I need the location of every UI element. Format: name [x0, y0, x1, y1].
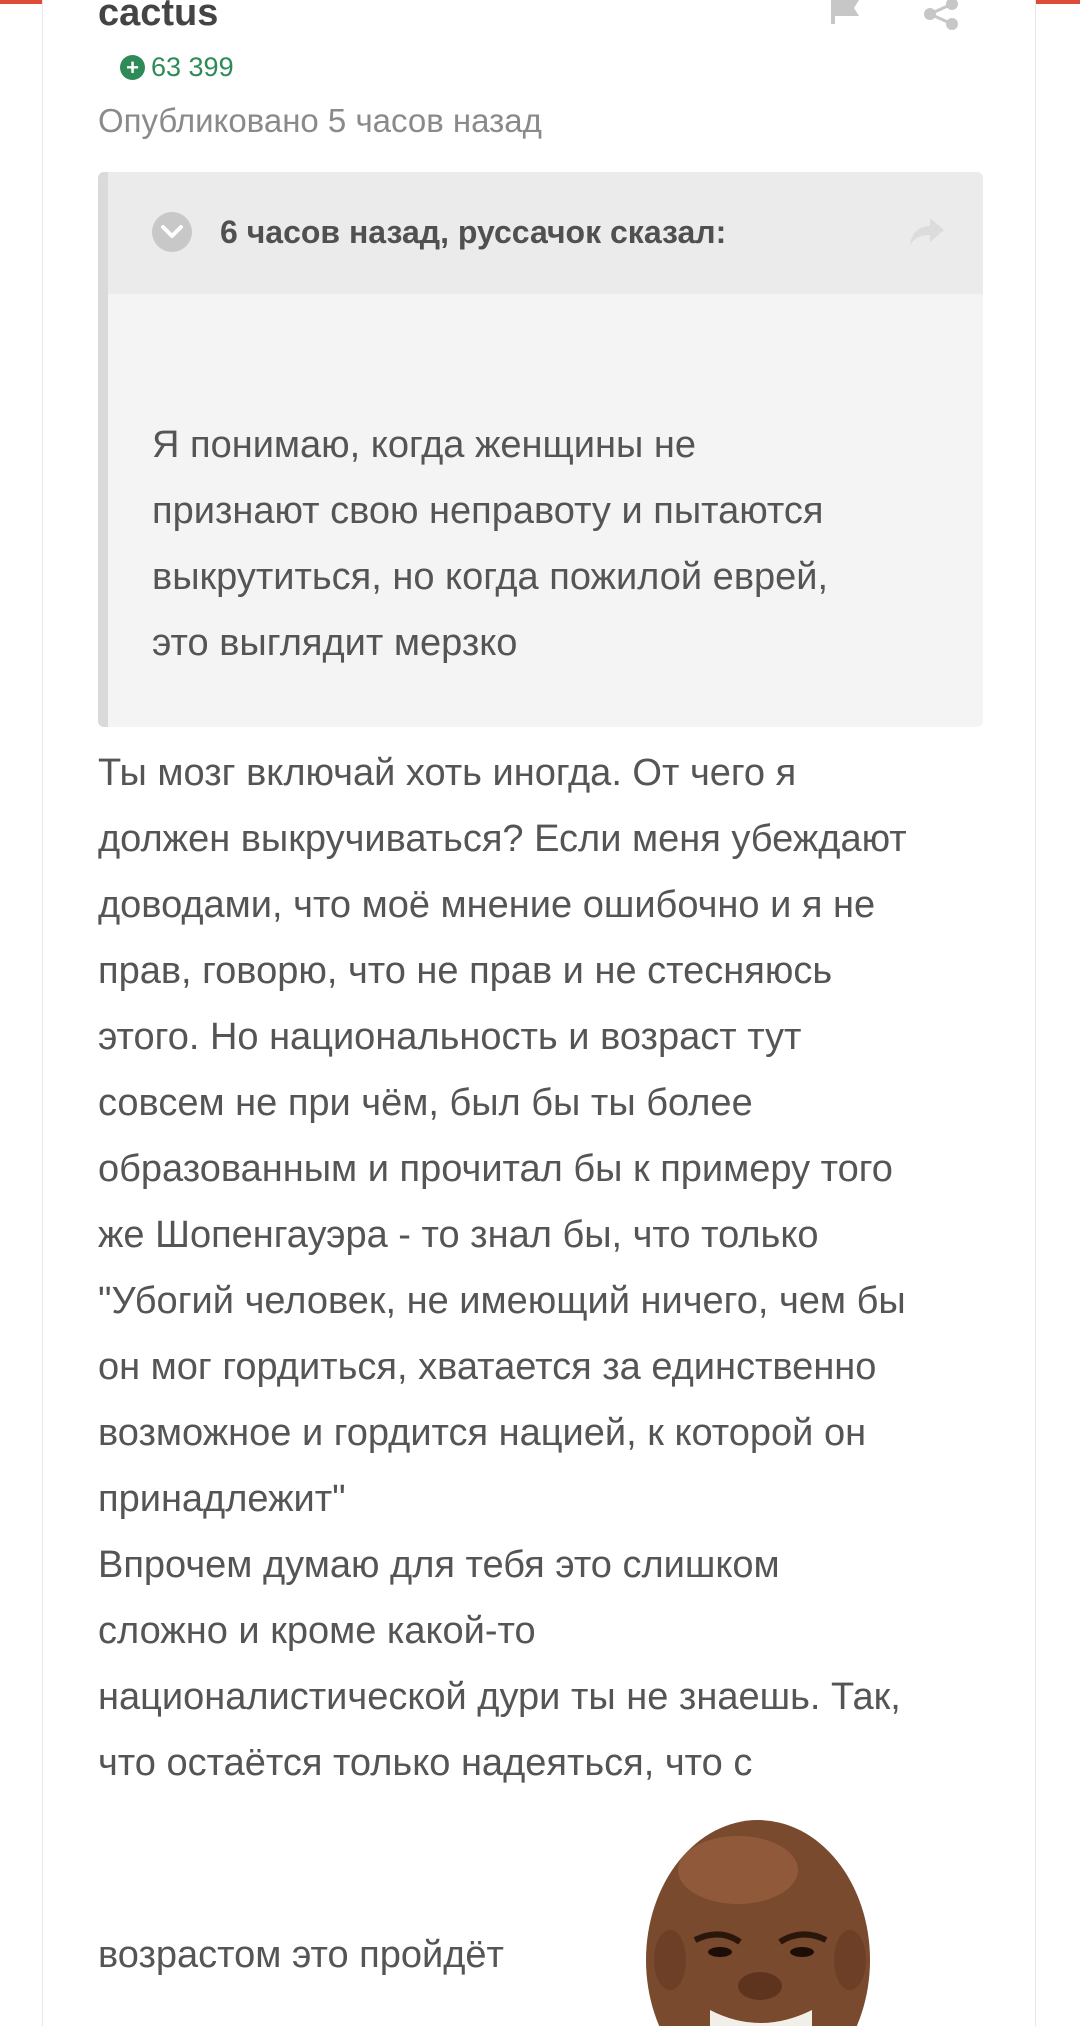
post-line: доводами, что моё мнение ошибочно и я не	[98, 884, 876, 926]
quote-line: выкрутиться, но когда пожилой еврей,	[152, 556, 829, 598]
quote-header	[108, 172, 983, 294]
post-line: возможное и гордится нацией, к которой он	[98, 1412, 867, 1454]
post-line: Ты мозг включай хоть иногда. От чего я	[98, 752, 797, 794]
quote-citation[interactable]: 6 часов назад, руссачок сказал:	[220, 214, 727, 250]
post-text	[98, 740, 998, 1796]
arrow-forward-icon[interactable]	[908, 216, 946, 248]
post-line: же Шопенгауэра - то знал бы, что только	[98, 1214, 819, 1256]
quote-line: это выглядит мерзко	[152, 622, 518, 664]
post-line: он мог гордиться, хватается за единственно	[98, 1346, 877, 1388]
quote-line: Я понимаю, когда женщины не	[152, 424, 697, 466]
smiling-face-image	[640, 1810, 880, 2026]
post-line: совсем не при чём, был бы ты более	[98, 1082, 753, 1124]
quote-line: признают свою неправоту и пытаются	[152, 490, 824, 532]
chevron-down-icon[interactable]	[152, 212, 192, 252]
post-published-time: Опубликовано 5 часов назад	[98, 102, 542, 139]
post-line: принадлежит"	[98, 1478, 346, 1520]
post-line: этого. Но национальность и возраст тут	[98, 1016, 802, 1058]
post-line: что остаётся только надеяться, что с	[98, 1742, 753, 1784]
flag-icon[interactable]	[828, 0, 862, 24]
post-author[interactable]: cactus	[98, 0, 219, 34]
post-line: образованным и прочитал бы к примеру того	[98, 1148, 893, 1190]
post-line: националистической дури ты не знаешь. Так,	[98, 1676, 901, 1718]
post-line: Впрочем думаю для тебя это слишком	[98, 1544, 780, 1586]
post-closing-line: возрастом это пройдёт	[98, 1934, 504, 1976]
post-line: "Убогий человек, не имеющий ничего, чем бы	[98, 1280, 906, 1322]
quote-block	[98, 172, 983, 727]
reputation-badge	[120, 52, 234, 83]
plus-icon: +	[120, 55, 145, 80]
post-line: должен выкручиваться? Если меня убеждают	[98, 818, 907, 860]
post-line: сложно и кроме какой-то	[98, 1610, 536, 1652]
quote-text	[152, 412, 952, 676]
share-icon[interactable]	[922, 0, 960, 30]
post-line: прав, говорю, что не прав и не стесняюсь	[98, 950, 833, 992]
reputation-value: 63 399	[151, 52, 234, 82]
